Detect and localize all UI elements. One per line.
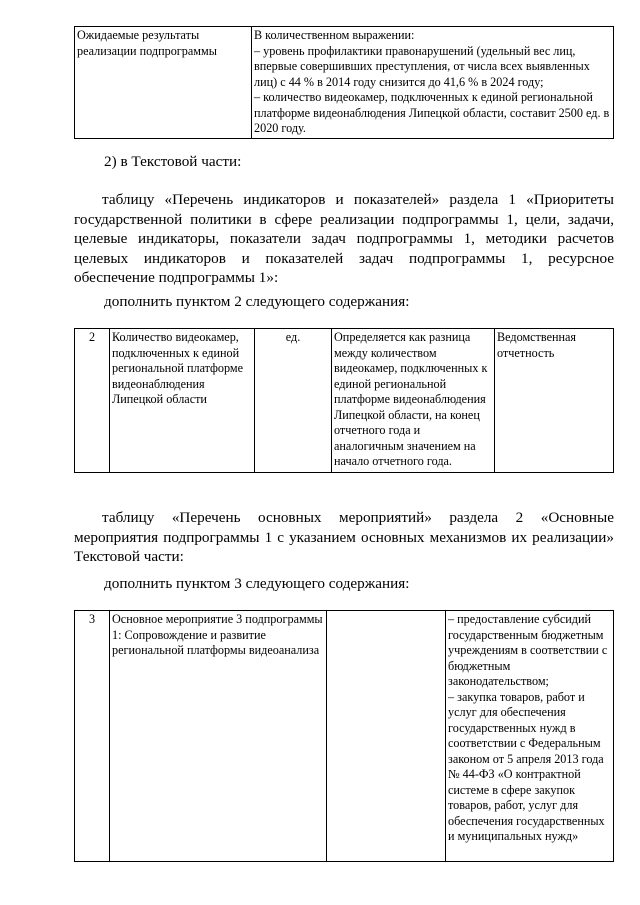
expected-results-line: В количественном выражении: xyxy=(254,28,415,42)
indicator-number: 2 xyxy=(75,329,110,473)
measure-empty-cell xyxy=(327,611,446,862)
expected-results-line: – количество видеокамер, подключенных к единой региональной платформе видеонаблюдения Липецкой области, составит 2500 ед. в 2020 году. xyxy=(254,90,610,135)
indicator-unit: ед. xyxy=(255,329,332,473)
add-point-2-text: дополнить пунктом 2 следующего содержания: xyxy=(104,293,410,310)
expected-results-line: – уровень профилактики правонарушений (удельный вес лиц, впервые совершивших преступления, от числа всех выявленных лиц) с 44 % в 2014 году снизится до 41,6 % в 2024 году; xyxy=(254,43,590,89)
indicator-table xyxy=(74,328,614,473)
text-part-heading: 2) в Текстовой части: xyxy=(104,153,242,170)
indicators-paragraph: таблицу «Перечень индикаторов и показателей» раздела 1 «Приоритеты государственной политики в сфере реализации подпрограммы 1, цели, задачи, целевые индикаторы, показатели задач подпрограммы 1, методики расчетов целевых индикаторов и показателей задач подпрограммы 1, ресурсное обеспечение подпрограммы 1»: xyxy=(74,191,614,286)
table-row xyxy=(75,611,614,862)
table-row xyxy=(75,27,614,139)
measure-mechanism-item: – закупка товаров, работ и услуг для обеспечения государственных нужд в соответствии с Федеральным законом от 5 апреля 2013 года № 44-ФЗ «О контрактной системе в сфере закупок товаров, работ, услуг для обеспечения государственных и муниципальных нужд» xyxy=(448,689,605,843)
measures-table xyxy=(74,610,614,862)
measure-name: Основное мероприятие 3 подпрограммы 1: Сопровождение и развитие региональной платформы видеоанализа xyxy=(110,611,327,862)
expected-results-content xyxy=(252,27,614,139)
indicator-method: Определяется как разница между количеством видеокамер, подключенных к единой региональной платформе видеонаблюдения Липецкой области, на конец отчетного года и аналогичным значением на начало отчетного года. xyxy=(332,329,495,473)
expected-results-table xyxy=(74,26,614,139)
measures-paragraph: таблицу «Перечень основных мероприятий» раздела 2 «Основные мероприятия подпрограммы 1 с указанием основных механизмов их реализации» Текстовой части: xyxy=(74,509,614,565)
table-row xyxy=(75,329,614,473)
measure-mechanisms xyxy=(446,611,614,862)
expected-results-label: Ожидаемые результаты реализации подпрограммы xyxy=(75,27,252,139)
measure-number: 3 xyxy=(75,611,110,862)
indicator-name: Количество видеокамер, подключенных к единой региональной платформе видеонаблюдения Липецкой области xyxy=(110,329,255,473)
measure-mechanism-item: – предоставление субсидий государственным бюджетным учреждениям в соответствии с бюджетным законодательством; xyxy=(448,612,608,688)
add-point-3-text: дополнить пунктом 3 следующего содержания: xyxy=(104,575,410,592)
indicator-source: Ведомственная отчетность xyxy=(495,329,614,473)
